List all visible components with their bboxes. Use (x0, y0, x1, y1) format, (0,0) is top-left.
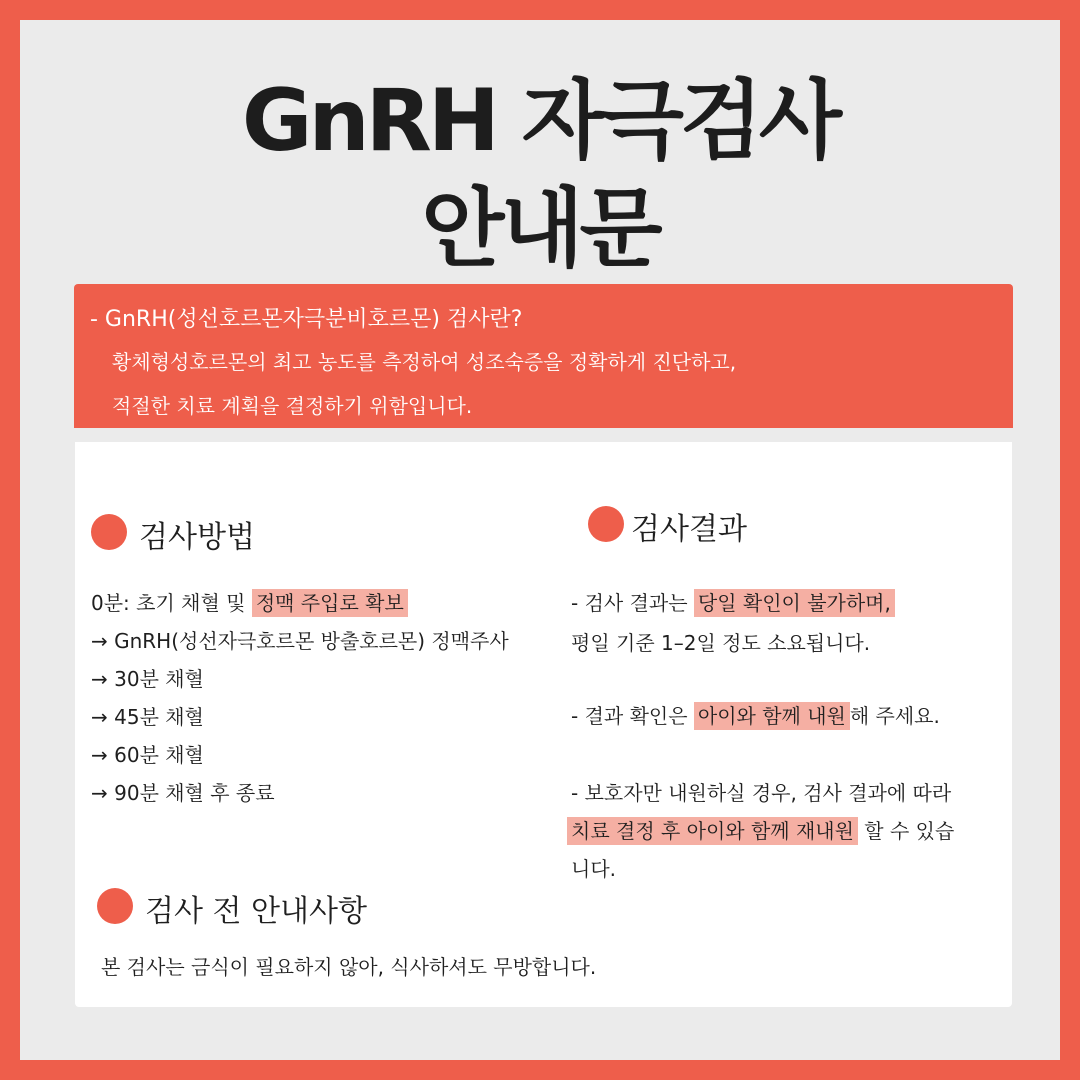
page-frame (20, 20, 1060, 1060)
pre-notice-bullet-icon (97, 888, 133, 924)
method-step-5: → 90분 채혈 후 종료 (91, 781, 275, 805)
pre-notice-text: 본 검사는 금식이 필요하지 않아, 식사하셔도 무방합니다. (101, 955, 597, 979)
result-note-3-line2 (571, 812, 954, 850)
method-step-1: → GnRH(성선자극호르몬 방출호르몬) 정맥주사 (91, 629, 509, 653)
method-heading: 검사방법 (139, 520, 255, 555)
page-title-line2: 안내문 (421, 179, 659, 279)
result-note-3-highlight: 치료 결정 후 아이와 함께 재내원 (567, 817, 858, 845)
method-step-0-text: 0분: 초기 채혈 및 (91, 591, 252, 615)
content-card (75, 442, 1012, 1007)
pre-notice-heading: 검사 전 안내사항 (145, 894, 367, 929)
result-note-1-line1 (571, 584, 895, 622)
method-step-3: → 45분 채혈 (91, 705, 204, 729)
result-bullet-icon (588, 506, 624, 542)
method-step-0 (91, 584, 408, 622)
result-note-3-line1: - 보호자만 내원하실 경우, 검사 결과에 따라 (571, 781, 952, 805)
intro-description-line1: 황체형성호르몬의 최고 농도를 측정하여 성조숙증을 정확하게 진단하고, (112, 350, 737, 374)
intro-question: - GnRH(성선호르몬자극분비호르몬) 검사란? (90, 307, 523, 332)
intro-description-line2: 적절한 치료 계획을 결정하기 위함입니다. (112, 394, 473, 418)
method-step-2: → 30분 채혈 (91, 667, 204, 691)
method-step-0-highlight: 정맥 주입로 확보 (252, 589, 408, 617)
result-note-2-text: - 결과 확인은 (571, 704, 694, 728)
result-note-3-line3: 니다. (571, 857, 616, 881)
result-note-1-text: - 검사 결과는 (571, 591, 694, 615)
intro-banner (74, 284, 1013, 428)
result-note-2-highlight: 아이와 함께 내원 (694, 702, 850, 730)
result-note-1-line2: 평일 기준 1–2일 정도 소요됩니다. (571, 631, 871, 655)
method-step-4: → 60분 채혈 (91, 743, 204, 767)
result-note-2-suffix: 해 주세요. (849, 704, 940, 728)
result-note-1-highlight: 당일 확인이 불가하며, (694, 589, 895, 617)
result-heading: 검사결과 (631, 512, 747, 547)
result-note-3-suffix: 할 수 있습 (857, 819, 955, 843)
page-title-line1: GnRH 자극검사 (241, 71, 839, 171)
method-bullet-icon (91, 514, 127, 550)
result-note-2 (571, 697, 940, 735)
